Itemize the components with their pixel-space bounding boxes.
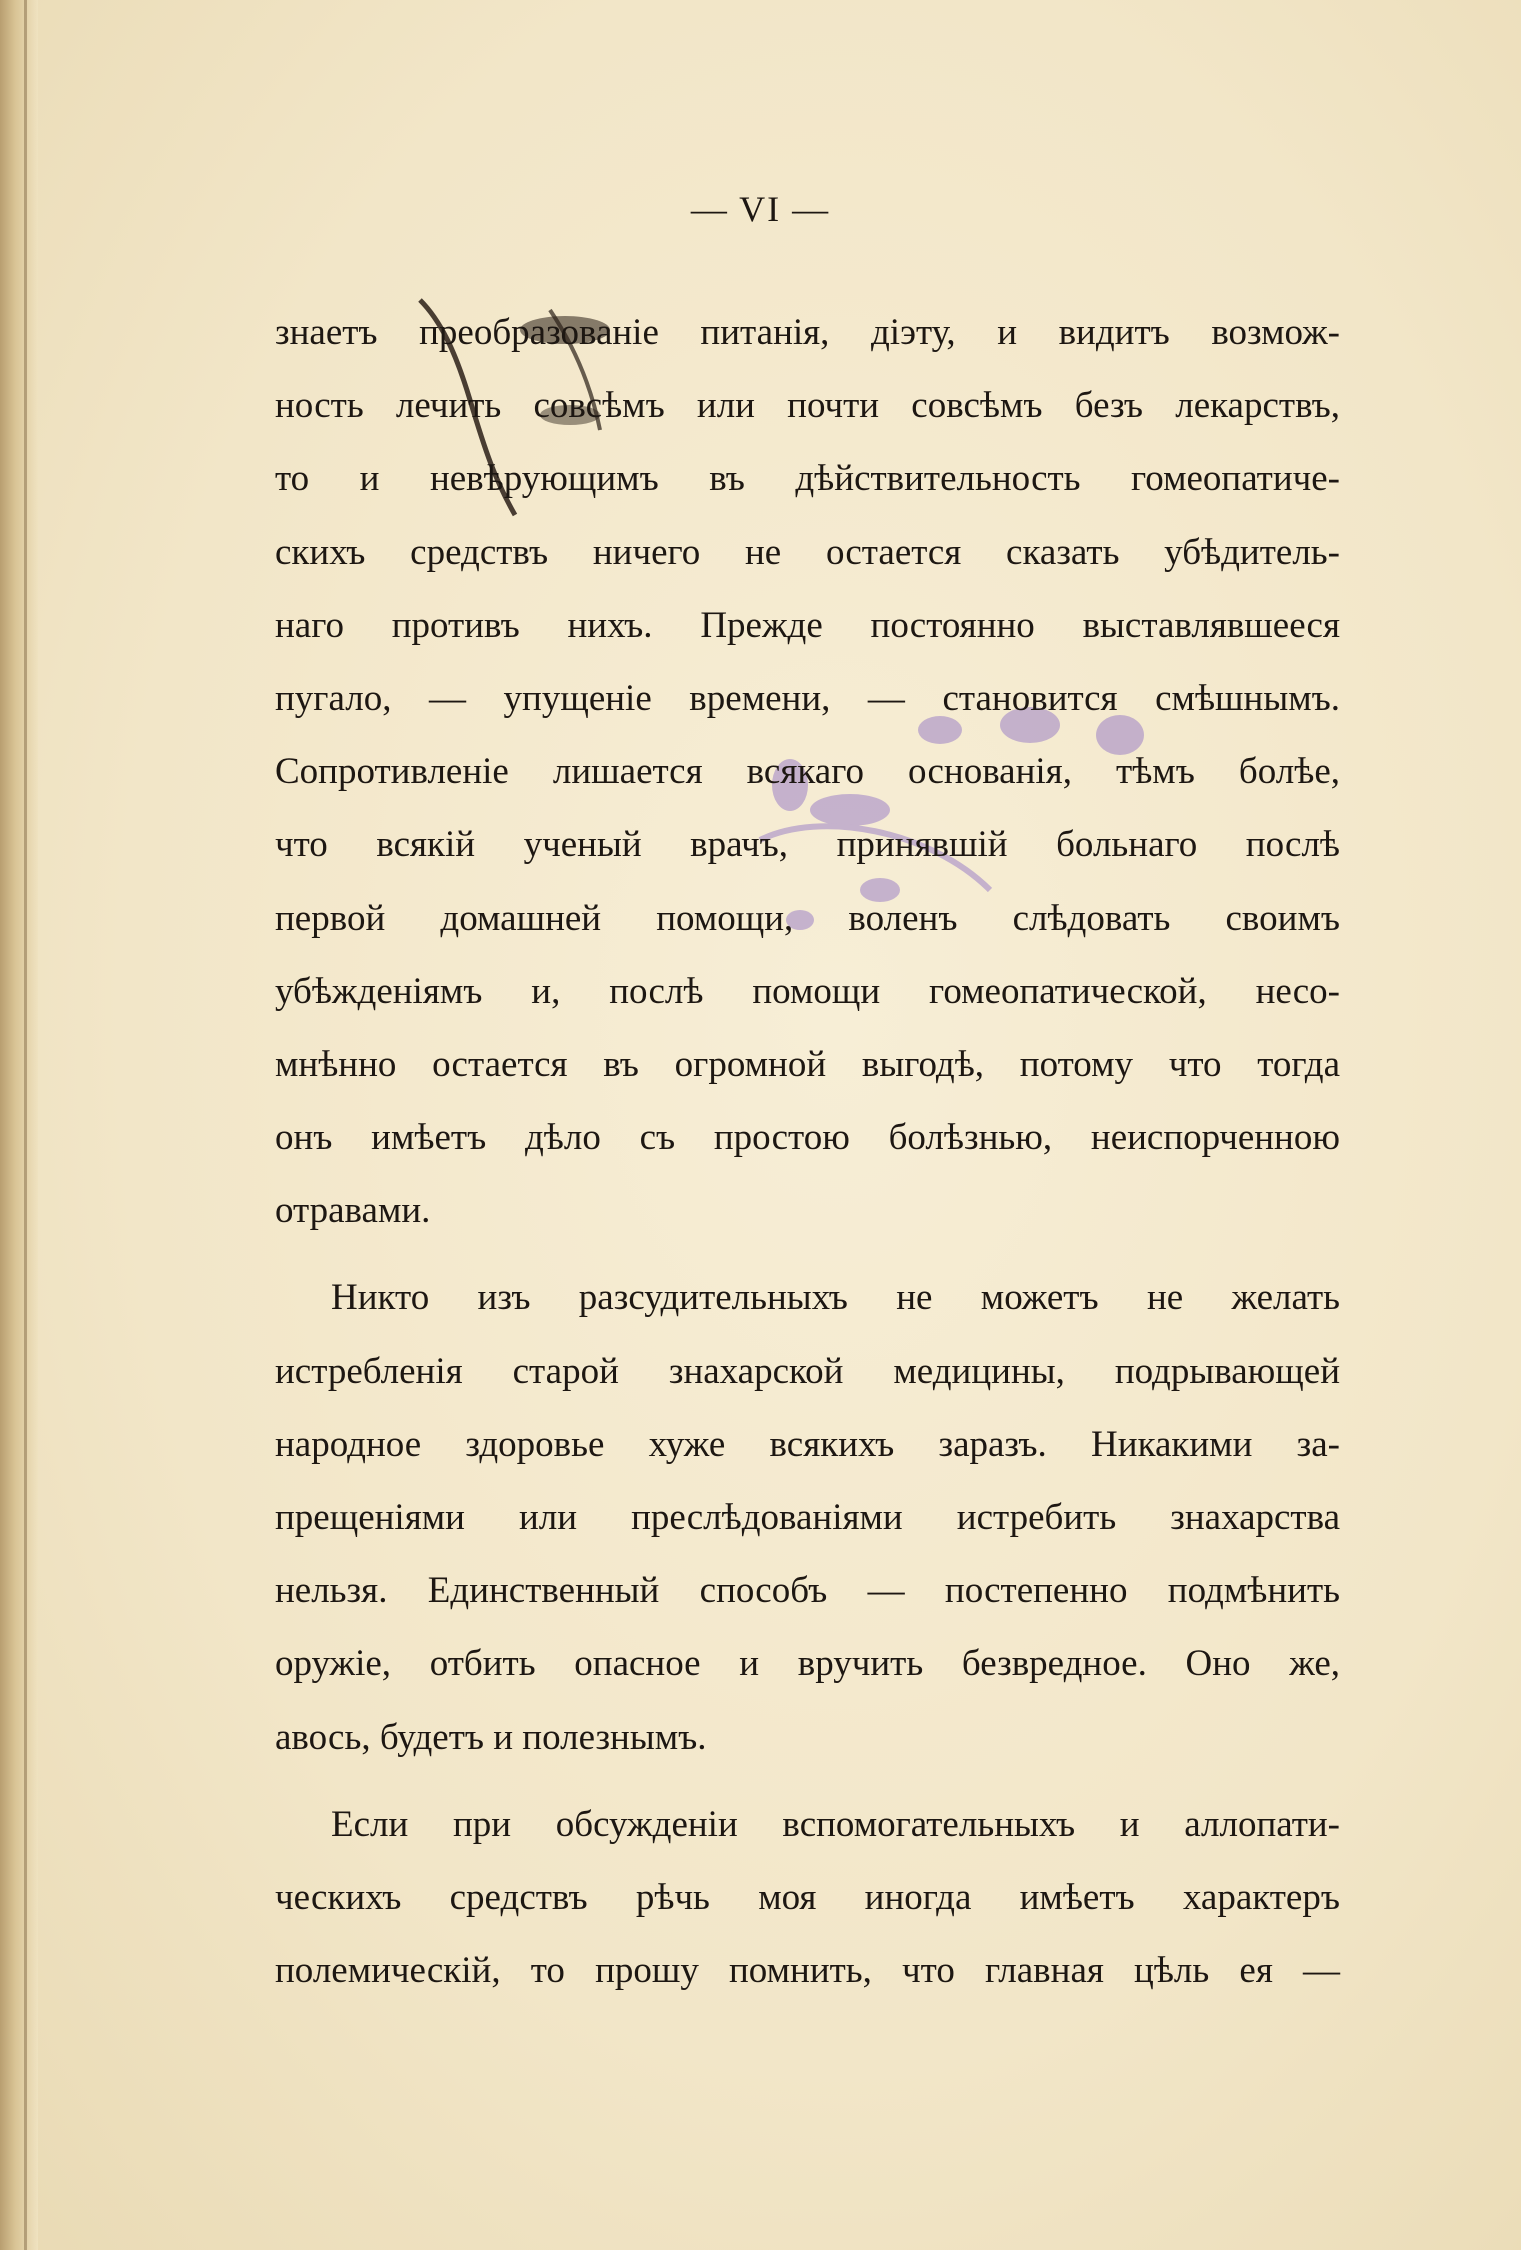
- text-line: убѣжденіямъ и, послѣ помощи гомеопатической, несо-: [275, 970, 1340, 1012]
- text-line: первой домашней помощи, воленъ слѣдовать своимъ: [275, 897, 1340, 939]
- text-line: полемическій, то прошу помнить, что главная цѣль ея —: [275, 1950, 1340, 1992]
- text-line: Сопротивленіе лишается всякаго основанія, тѣмъ болѣе,: [275, 751, 1340, 793]
- text-line: онъ имѣетъ дѣло съ простою болѣзнью, неиспорченною: [275, 1117, 1340, 1159]
- paragraph-2: [275, 1261, 1340, 1773]
- text-line: то и невѣрующимъ въ дѣйствительность гомеопатиче-: [275, 458, 1340, 500]
- paragraph-gap: [275, 1774, 1340, 1788]
- text-line: оружіе, отбить опасное и вручить безвредное. Оно же,: [275, 1643, 1340, 1685]
- text-line: ческихъ средствъ рѣчь моя иногда имѣетъ характеръ: [275, 1876, 1340, 1918]
- body-text: [275, 296, 1340, 2007]
- text-line: Никто изъ разсудительныхъ не можетъ не желать: [331, 1277, 1340, 1319]
- text-line: прещеніями или преслѣдованіями истребить знахарства: [275, 1497, 1340, 1538]
- text-line: ность лечить совсѣмъ или почти совсѣмъ безъ лекарствъ,: [275, 385, 1340, 427]
- text-line: скихъ средствъ ничего не остается сказать убѣдитель-: [275, 531, 1340, 573]
- text-line: мнѣнно остается въ огромной выгодѣ, потому что тогда: [275, 1043, 1340, 1085]
- text-line: истребленія старой знахарской медицины, подрывающей: [275, 1350, 1340, 1392]
- text-line: Если при обсужденіи вспомогательныхъ и аллопати-: [331, 1803, 1340, 1845]
- binding-line: [24, 0, 27, 2250]
- text-line: пугало, — упущеніе времени, — становится смѣшнымъ.: [275, 677, 1340, 719]
- page-binding-edge: [0, 0, 38, 2250]
- text-line: знаетъ преобразованіе питанія, діэту, и видитъ возмож-: [275, 312, 1340, 353]
- page-number: — VI —: [690, 189, 831, 229]
- text-line: народное здоровье хуже всякихъ заразъ. Никакими за-: [275, 1423, 1340, 1465]
- text-line: что всякій ученый врачъ, принявшій больнаго послѣ: [275, 824, 1340, 866]
- paragraph-1: [275, 296, 1340, 1247]
- text-line: наго противъ нихъ. Прежде постоянно выставлявшееся: [275, 604, 1340, 646]
- text-line: нельзя. Единственный способъ — постепенно подмѣнить: [275, 1570, 1340, 1612]
- paragraph-gap: [275, 1247, 1340, 1261]
- text-line: авось, будетъ и полезнымъ.: [275, 1716, 707, 1758]
- text-line: отравами.: [275, 1190, 431, 1232]
- paragraph-3: [275, 1788, 1340, 2008]
